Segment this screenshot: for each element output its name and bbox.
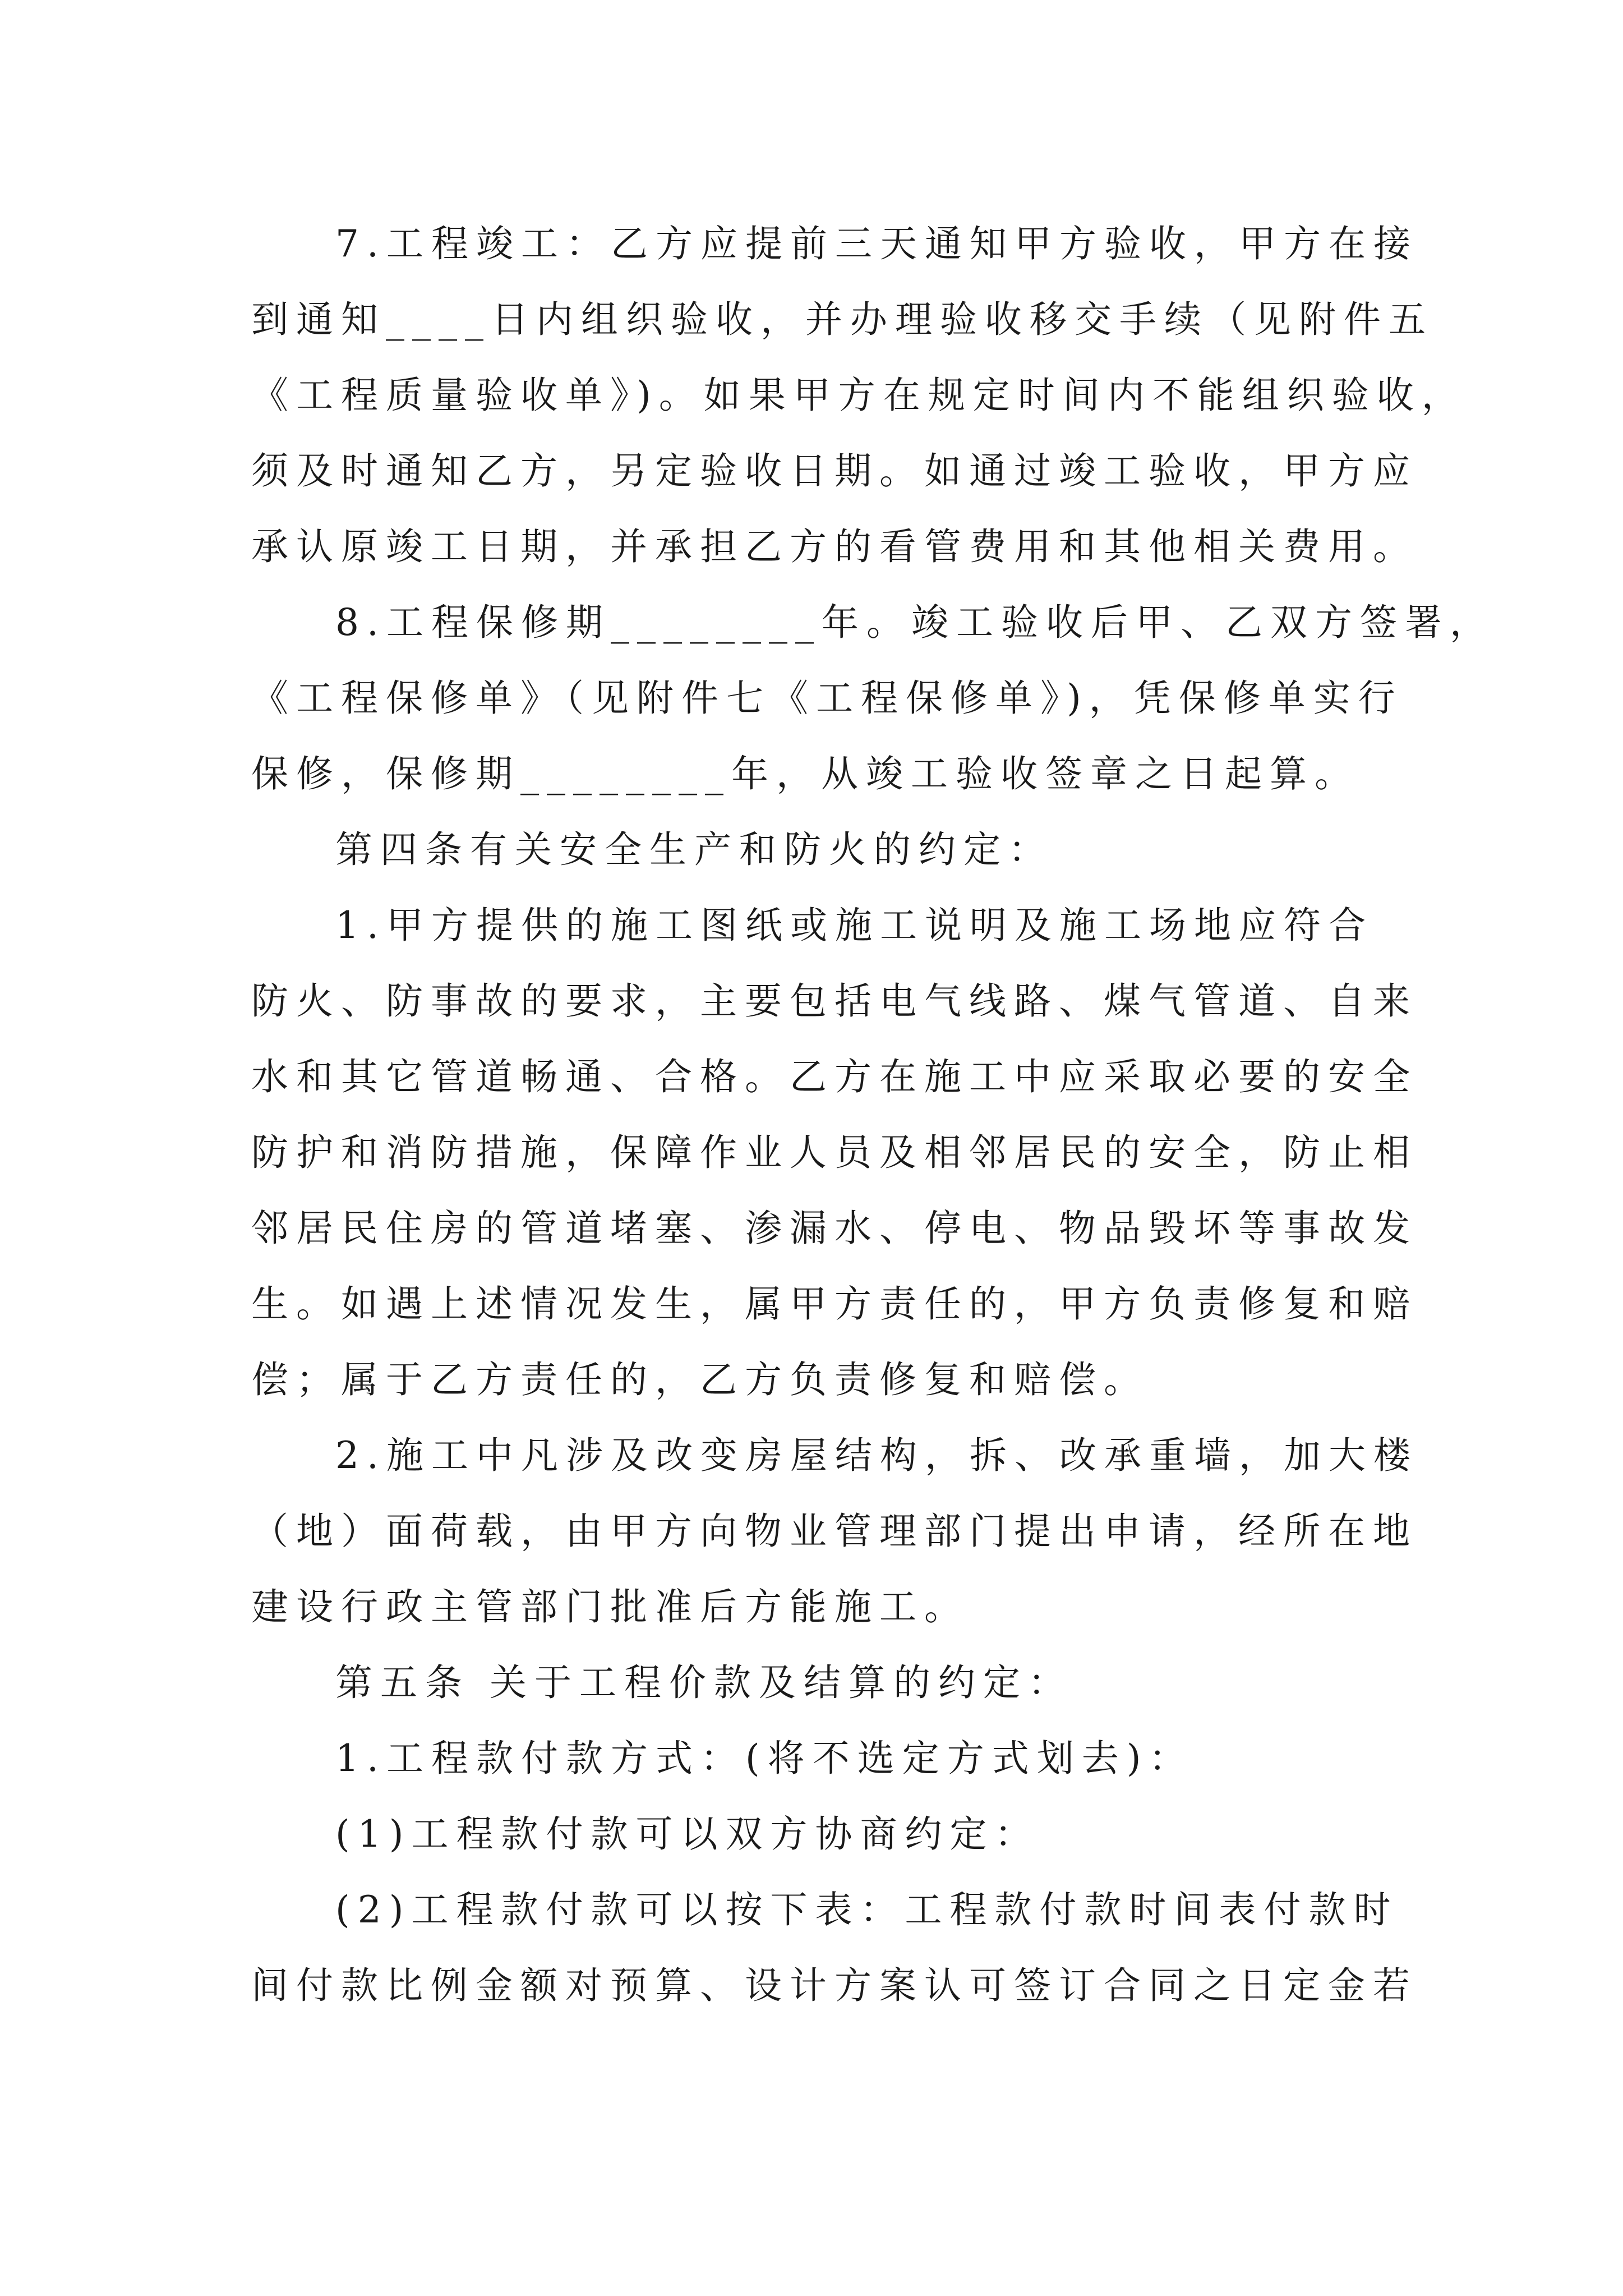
text-line: (1)工程款付款可以双方协商约定： xyxy=(335,1812,1040,1856)
text-line: 7.工程竣工：乙方应提前三天通知甲方验收，甲方在接 xyxy=(335,222,1418,265)
text-line: 2.施工中凡涉及改变房屋结构，拆、改承重墙，加大楼 xyxy=(335,1434,1418,1477)
text-line: 到通知____日内组织验收，并办理验收移交手续（见附件五 xyxy=(251,298,1433,341)
text-line: 防护和消防措施，保障作业人员及相邻居民的安全，防止相 xyxy=(251,1131,1418,1174)
text-line: 《工程质量验收单》)。如果甲方在规定时间内不能组织验收， xyxy=(251,374,1467,417)
text-line: 8.工程保修期________年。竣工验收后甲、乙双方签署， xyxy=(335,601,1495,644)
text-line: 生。如遇上述情况发生，属甲方责任的，甲方负责修复和赔 xyxy=(251,1282,1418,1326)
text-line: (2)工程款付款可以按下表：工程款付款时间表付款时 xyxy=(335,1888,1399,1931)
text-line: 第五条 关于工程价款及结算的约定： xyxy=(335,1661,1073,1704)
text-line: 邻居民住房的管道堵塞、渗漏水、停电、物品毁坏等事故发 xyxy=(251,1207,1418,1250)
text-line: 须及时通知乙方，另定验收日期。如通过竣工验收，甲方应 xyxy=(251,449,1418,493)
text-line: 偿；属于乙方责任的，乙方负责修复和赔偿。 xyxy=(251,1358,1149,1401)
text-line: 1.工程款付款方式：(将不选定方式划去)： xyxy=(335,1737,1194,1780)
text-line: 间付款比例金额对预算、设计方案认可签订合同之日定金若 xyxy=(251,1964,1418,2007)
text-line: 《工程保修单》（见附件七《工程保修单》)，凭保修单实行 xyxy=(251,677,1403,720)
text-line: 建设行政主管部门批准后方能施工。 xyxy=(251,1585,969,1628)
text-line: 1.甲方提供的施工图纸或施工说明及施工场地应符合 xyxy=(335,904,1373,947)
text-line: （地）面荷载，由甲方向物业管理部门提出申请，经所在地 xyxy=(251,1510,1418,1553)
text-line: 保修，保修期________年，从竣工验收签章之日起算。 xyxy=(251,752,1359,795)
text-line: 第四条有关安全生产和防火的约定： xyxy=(335,828,1053,871)
text-line: 水和其它管道畅通、合格。乙方在施工中应采取必要的安全 xyxy=(251,1055,1418,1098)
text-line: 防火、防事故的要求，主要包括电气线路、煤气管道、自来 xyxy=(251,979,1418,1023)
text-line: 承认原竣工日期，并承担乙方的看管费用和其他相关费用。 xyxy=(251,525,1418,568)
